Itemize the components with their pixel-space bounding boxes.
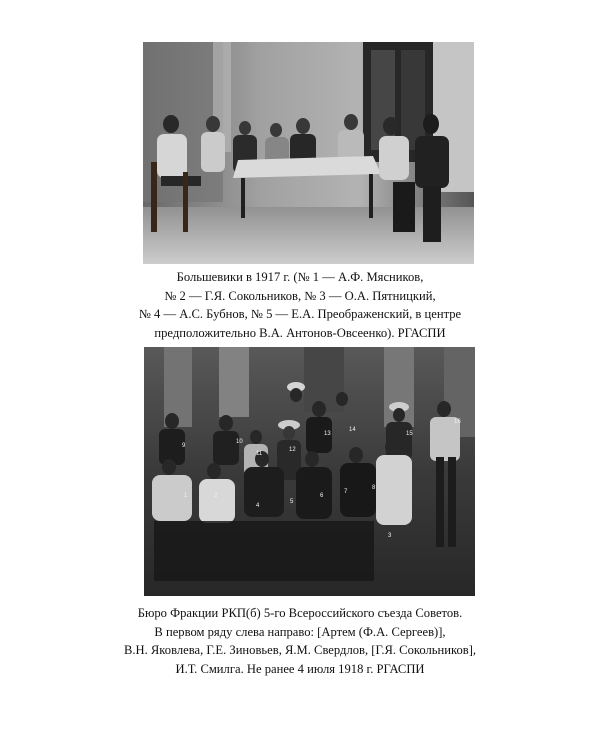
photo-number-mark: 15 [406, 431, 413, 437]
photo-rkpb-faction-bureau [144, 347, 475, 596]
photo-number-mark: 5 [290, 499, 294, 505]
photo-number-mark: 2 [214, 493, 218, 499]
photo-number-mark: 4 [256, 503, 260, 509]
caption-line: предположительно В.А. Антонов-Овсеенко). РГАСПИ [154, 325, 446, 340]
photo-bolsheviks-1917-image [143, 42, 474, 264]
caption-line: В.Н. Яковлева, Г.Е. Зиновьев, Я.М. Свердлов, [Г.Я. Сокольников], [123, 643, 477, 657]
photo-number-mark: 14 [349, 427, 356, 433]
photo-number-mark: 3 [388, 533, 392, 539]
photo-caption-1918 [60, 604, 540, 678]
photo-number-mark: 16 [454, 419, 461, 425]
photo-number-mark: 8 [372, 485, 376, 491]
caption-line: Большевики в 1917 г. (№ 1 — А.Ф. Мясников, [176, 270, 424, 284]
photo-number-mark: 11 [256, 451, 263, 457]
caption-line: Бюро Фракции РКП(б) 5-го Всероссийского съезда Советов. [137, 606, 463, 620]
caption-line: И.Т. Смилга. Не ранее 4 июля 1918 г. РГАСПИ [175, 661, 425, 676]
photo-number-mark: 10 [236, 439, 243, 445]
photo-number-mark: 6 [320, 493, 324, 499]
photo-number-mark: 1 [184, 493, 188, 499]
photo-number-mark: 13 [324, 431, 331, 437]
photo-bolsheviks-1917 [143, 42, 474, 264]
photo-rkpb-faction-bureau-image [144, 347, 475, 596]
caption-line: № 4 — А.С. Бубнов, № 5 — Е.А. Преображенский, в центре [138, 307, 462, 321]
photo-number-mark: 7 [344, 489, 348, 495]
photo-number-mark: 12 [289, 447, 296, 453]
photo-caption-1917 [60, 268, 540, 342]
caption-line: В первом ряду слева направо: [Артем (Ф.А. Сергеев)], [154, 624, 446, 639]
photo-number-mark: 9 [182, 443, 186, 449]
caption-line: № 2 — Г.Я. Сокольников, № 3 — О.А. Пятницкий, [164, 288, 436, 303]
